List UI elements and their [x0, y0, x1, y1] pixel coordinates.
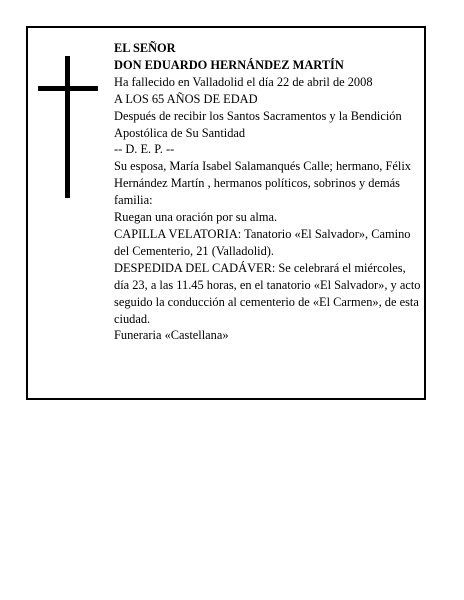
cross-vertical-bar	[65, 56, 70, 198]
cross-icon	[38, 56, 98, 198]
death-line: Ha fallecido en Valladolid el día 22 de abril de 2008	[114, 74, 373, 89]
cross-horizontal-bar	[38, 86, 98, 91]
notice-text	[114, 40, 422, 344]
sacraments-line: Después de recibir los Santos Sacramentos y la Bendición Apostólica de Su Santidad	[114, 108, 402, 140]
obituary-notice	[26, 26, 426, 400]
age-line: A LOS 65 AÑOS DE EDAD	[114, 91, 258, 106]
dep-line: -- D. E. P. --	[114, 142, 175, 157]
chapel-line: CAPILLA VELATORIA: Tanatorio «El Salvador», Camino del Cementerio, 21 (Valladolid).	[114, 226, 411, 258]
prayer-line: Ruegan una oración por su alma.	[114, 210, 278, 225]
deceased-name: DON EDUARDO HERNÁNDEZ MARTÍN	[114, 57, 344, 72]
farewell-line: DESPEDIDA DEL CADÁVER: Se celebrará el miércoles, día 23, a las 11.45 horas, en el tanatorio «El Salvador», y acto seguido la conducción al cementerio de «El Carmen», de esta ciudad.	[114, 260, 421, 326]
funeral-home-line: Funeraria «Castellana»	[114, 328, 229, 343]
family-line: Su esposa, María Isabel Salamanqués Calle; hermano, Félix Hernández Martín , hermanos políticos, sobrinos y demás familia:	[114, 159, 411, 208]
notice-title: EL SEÑOR	[114, 41, 176, 55]
